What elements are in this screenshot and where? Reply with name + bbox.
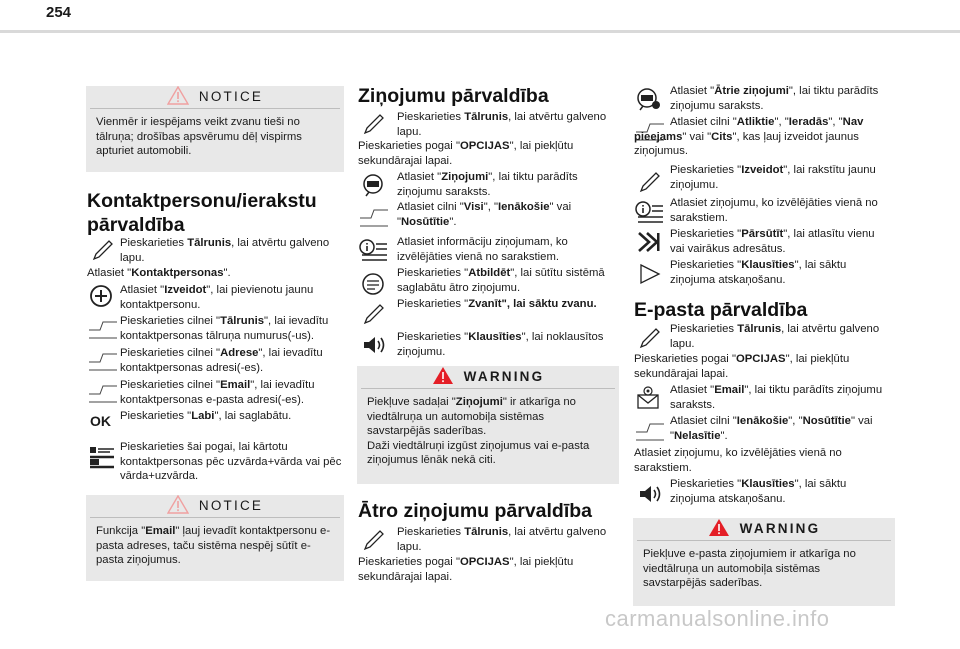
- speaker-icon: [361, 333, 387, 357]
- instruction: Pieskarieties "Izveidot", lai rakstītu jaunu ziņojumu.: [670, 164, 876, 191]
- pen-icon: [637, 170, 663, 194]
- speaker-icon: [637, 482, 663, 506]
- section-heading: Ātro ziņojumu pārvaldība: [358, 500, 593, 522]
- instruction: Atlasiet "Ātrie ziņojumi", lai tiktu parādīts ziņojumu saraksts.: [670, 85, 879, 112]
- forward-icon: [636, 230, 662, 254]
- notice-box: [86, 86, 344, 172]
- instruction: Pieskarieties Tālrunis, lai atvērtu galveno lapu.: [670, 323, 880, 350]
- instruction: Pieskarieties "Klausīties", lai sāktu ziņojuma atskaņošanu.: [670, 259, 847, 286]
- pen-icon: [90, 238, 116, 262]
- sort-contacts-icon: [88, 445, 116, 469]
- email-icon: [635, 386, 661, 410]
- warning-text: Piekļuve e-pasta ziņojumiem ir atkarīga no viedtālruņa un automobiļa sistēmas savstarpējās saderības.: [637, 540, 891, 599]
- warning-text: Piekļuve sadaļai "Ziņojumi" ir atkarīga no viedtālruņa un automobiļa sistēmas savstarpējās saderības. Daži viedtālruņi izgūst ziņojumus vai e-pasta ziņojumus lēnāk nekā citi.: [361, 388, 615, 476]
- ok-icon: OK: [90, 413, 111, 429]
- instruction: Atlasiet ziņojumu, ko izvēlējāties vienā no sarakstiem.: [670, 197, 878, 224]
- section-heading: Ziņojumu pārvaldība: [358, 85, 549, 107]
- instruction: Pieskarieties šai pogai, lai kārtotu kontaktpersonas pēc uzvārda+vārda vai pēc vārda+uzvārda.: [120, 441, 342, 483]
- pen-icon: [361, 528, 387, 552]
- instruction: Pieskarieties Tālrunis, lai atvērtu galveno lapu.: [397, 111, 607, 138]
- notice-box: [86, 495, 344, 581]
- instruction: Pieskarieties "Pārsūtīt", lai atlasītu vienu vai vairākus adresātus.: [670, 228, 875, 255]
- instruction: Pieskarieties pogai "OPCIJAS", lai piekļūtu sekundārajai lapai.: [634, 353, 850, 380]
- warning-box: [633, 518, 895, 606]
- notice-text: Funkcija "Email" ļauj ievadīt kontaktpersonu e-pasta adreses, taču sistēma nespēj sūtīt e-pasta ziņojumus.: [90, 517, 340, 576]
- info-list-icon: [634, 200, 664, 224]
- tab-icon: [358, 206, 390, 230]
- instruction: Atlasiet informāciju ziņojumam, ko izvēlējāties vienā no sarakstiem.: [397, 236, 568, 263]
- instruction: Atlasiet "Kontaktpersonas".: [87, 267, 231, 279]
- instruction: Atlasiet "Ziņojumi", lai tiktu parādīts ziņojumu saraksts.: [397, 171, 578, 198]
- tab-icon: [88, 382, 118, 406]
- instruction: Pieskarieties Tālrunis, lai atvērtu galveno lapu.: [120, 237, 330, 264]
- instruction: Atlasiet cilni "Visi", "Ienākošie" vai "Nosūtītie".: [397, 201, 572, 228]
- tab-icon: [88, 318, 118, 342]
- instruction: Pieskarieties "Klausīties", lai sāktu ziņojuma atskaņošanu.: [670, 478, 847, 505]
- instruction: Atlasiet "Izveidot", lai pievienotu jaunu kontaktpersonu.: [120, 284, 314, 311]
- info-list-icon: [358, 238, 388, 262]
- notice-label: NOTICE: [198, 497, 264, 513]
- header-rule: [0, 30, 960, 33]
- tab-icon: [634, 420, 666, 444]
- notice-label: NOTICE: [198, 88, 264, 104]
- instruction: Atlasiet ziņojumu, ko izvēlējāties vienā no sarakstiem.: [634, 447, 842, 474]
- add-circle-icon: [89, 284, 115, 308]
- instruction: Atlasiet "Email", lai tiktu parādīts ziņojumu saraksts.: [670, 384, 883, 411]
- instruction: Pieskarieties pogai "OPCIJAS", lai piekļūtu sekundārajai lapai.: [358, 140, 574, 167]
- warning-label: WARNING: [739, 520, 821, 536]
- instruction: Pieskarieties "Labi", lai saglabātu.: [120, 410, 292, 422]
- warning-label: WARNING: [463, 368, 545, 384]
- page-number: 254: [46, 4, 72, 21]
- instruction: Pieskarieties pogai "OPCIJAS", lai piekļūtu sekundārajai lapai.: [358, 556, 574, 583]
- instruction: Pieskarieties "Klausīties", lai noklausītos ziņojumu.: [397, 331, 604, 358]
- instruction: Pieskarieties "Zvanīt", lai sāktu zvanu.: [397, 298, 597, 310]
- pen-icon: [361, 302, 387, 326]
- instruction: Pieskarieties "Atbildēt", lai sūtītu sistēmā saglabātu ātro ziņojumu.: [397, 267, 605, 294]
- warning-triangle-icon: [708, 518, 730, 541]
- warning-triangle-icon: [167, 86, 189, 109]
- instruction: Pieskarieties cilnei "Tālrunis", lai ievadītu kontaktpersonas tālruņa numurus(-us).: [120, 315, 329, 342]
- pen-icon: [637, 326, 663, 350]
- instruction: Atlasiet cilni "Ienākošie", "Nosūtītie" vai "Nelasītie".: [670, 415, 873, 442]
- section-heading: Kontaktpersonu/ierakstu pārvaldība: [87, 190, 317, 236]
- reply-icon: [361, 272, 387, 296]
- play-icon: [637, 262, 663, 286]
- watermark: carmanualsonline.info: [605, 606, 830, 631]
- instruction: Pieskarieties cilnei "Adrese", lai ievadītu kontaktpersonas adresi(-es).: [120, 347, 323, 374]
- warning-triangle-icon: [167, 495, 189, 518]
- instruction: Pieskarieties Tālrunis, lai atvērtu galveno lapu.: [397, 526, 607, 553]
- pen-icon: [361, 112, 387, 136]
- notice-text: Vienmēr ir iespējams veikt zvanu tieši no tālruņa; drošības apsvērumu dēļ vispirms apturiet automobili.: [90, 108, 340, 167]
- instruction: Pieskarieties cilnei "Email", lai ievadītu kontaktpersonas e-pasta adresi(-es).: [120, 379, 315, 406]
- quick-message-icon: [635, 87, 661, 111]
- tab-icon: [88, 350, 118, 374]
- warning-triangle-icon: [432, 366, 454, 389]
- section-heading: E-pasta pārvaldība: [634, 299, 808, 321]
- instruction: Atlasiet cilni "Atliktie", "Ieradās", "Nav pieejams" vai "Cits", kas ļauj izveidot jaunus ziņojumus.: [634, 116, 864, 158]
- message-icon: [360, 173, 386, 197]
- warning-box: [357, 366, 619, 484]
